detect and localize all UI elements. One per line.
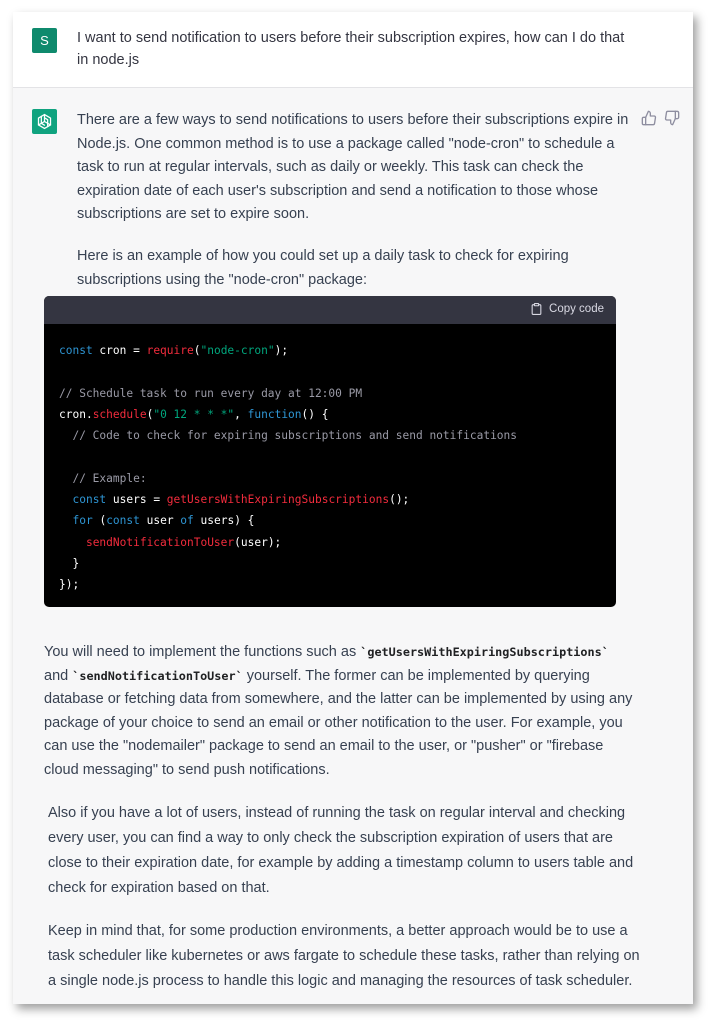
code-block-header: [44, 296, 616, 324]
code-line-8: const users = getUsersWithExpiringSubscriptions();: [72, 493, 410, 507]
code-line-10: sendNotificationToUser(user);: [85, 535, 282, 549]
code-block: [44, 296, 616, 607]
thumbs-up-icon[interactable]: [641, 110, 657, 126]
code-content: [44, 324, 616, 596]
code-line-11: }: [59, 556, 80, 570]
assistant-paragraph-5: Keep in mind that, for some production environments, a better approach would be to use a task scheduler like kubernetes or aws fargate to schedule these tasks, rather than relying on a single node.js process to handle this logic and managing the resources of task scheduler.: [48, 923, 640, 989]
code-line-7: // Example:: [59, 471, 147, 485]
user-avatar: S: [32, 28, 57, 53]
code-line-3: // Schedule task to run every day at 12:00 PM: [59, 386, 363, 400]
user-message: I want to send notification to users before their subscription expires, how can I do that in node.js: [77, 30, 625, 68]
copy-code-button[interactable]: [530, 302, 604, 316]
assistant-paragraph-2: Here is an example of how you could set up a daily task to check for expiring subscriptions using the "node-cron" package:: [77, 248, 569, 288]
assistant-paragraph-3: You will need to implement the functions such as `getUsersWithExpiringSubscriptions` and `sendNotificationToUser` yourself. The former can be implemented by querying database or fetching data from somewhere, and the latter can be implemented by using any package of your choice to send an email or other notification to the user. For example, you can use the "nodemailer" package to send an email to the user, or "pusher" or "firebase cloud messaging" to send push notifications.: [44, 644, 633, 778]
code-line-1: const cron = require("node-cron");: [59, 344, 289, 357]
thumbs-down-icon[interactable]: [664, 110, 680, 126]
code-line-5: // Code to check for expiring subscriptions and send notifications: [59, 429, 518, 443]
clipboard-icon: [530, 302, 543, 316]
code-line-12: });: [59, 578, 80, 592]
code-line-9: for (const user of users) {: [72, 514, 255, 528]
copy-code-label: Copy code: [549, 303, 604, 315]
assistant-paragraph-1: There are a few ways to send notifications to users before their subscriptions expire in Node.js. One common method is to use a package called "node-cron" to schedule a task to run at regular intervals, such as daily or weekly. This task can check the expiration date of each user's subscription and send a notification to those whose subscriptions are set to expire soon.: [77, 112, 629, 222]
assistant-paragraph-4: Also if you have a lot of users, instead of running the task on regular interval and checking every user, you can find a way to only check the subscription expiration of users that are close to their expiration date, for example by adding a timestamp column to users table and check for expiration based on that.: [48, 805, 634, 896]
openai-logo-icon: [32, 109, 57, 134]
user-message-row: [13, 12, 693, 88]
inline-code-get-users: `getUsersWithExpiringSubscriptions`: [360, 645, 609, 659]
inline-code-send-notification: `sendNotificationToUser`: [72, 668, 243, 683]
code-line-4: cron.schedule("0 12 * * *", function() {: [59, 407, 329, 421]
chat-window: [13, 12, 693, 1004]
